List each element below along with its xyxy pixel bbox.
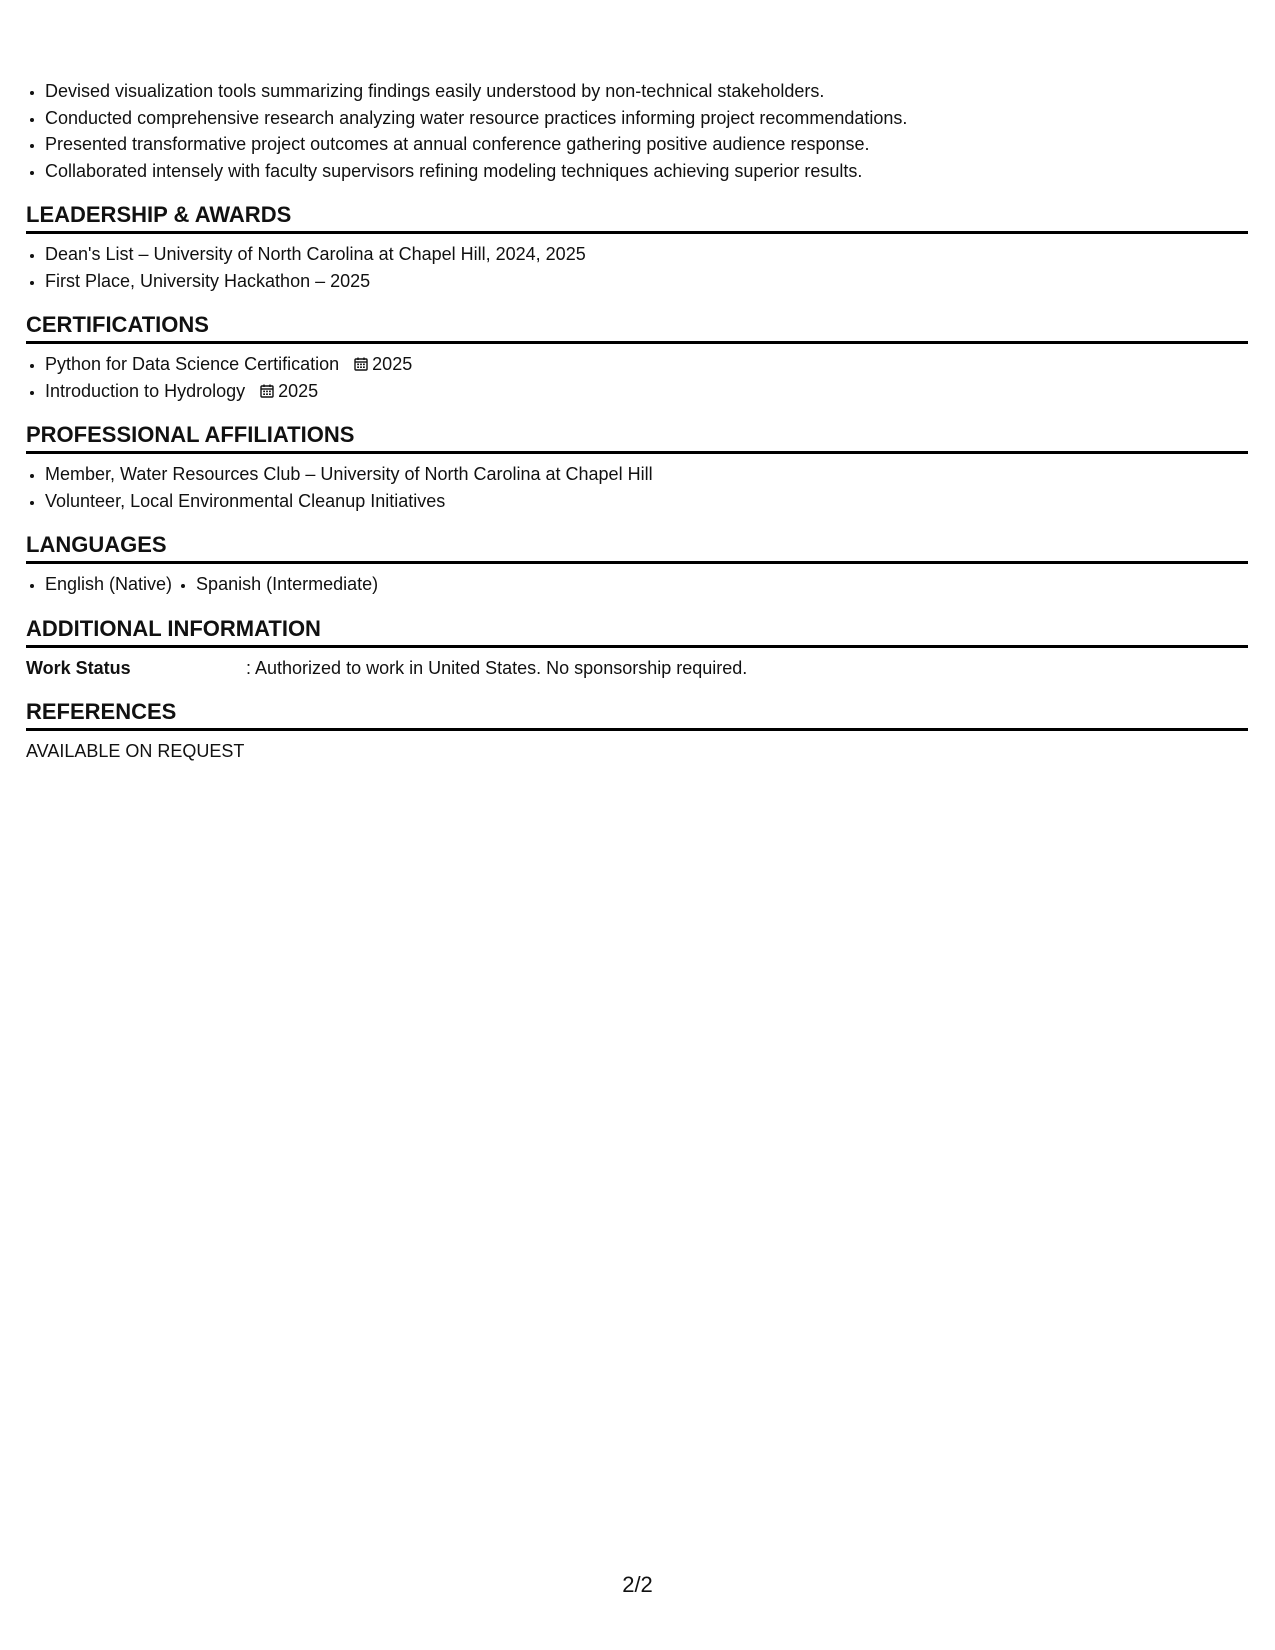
work-status-value: : Authorized to work in United States. No sponsorship required. <box>246 657 748 678</box>
certifications-list <box>26 351 1248 404</box>
work-status-label: Work Status <box>26 657 131 678</box>
certification-name: Introduction to Hydrology <box>45 380 246 401</box>
language-item: • English (Native) <box>45 571 172 598</box>
leadership-section <box>26 201 1248 294</box>
additional-body <box>26 648 1248 681</box>
certifications-title: CERTIFICATIONS <box>26 311 1248 344</box>
work-status-row <box>26 655 1248 681</box>
language-item: • Spanish (Intermediate) <box>196 571 378 598</box>
leadership-list <box>26 241 1248 294</box>
certifications-body <box>26 344 1248 404</box>
leadership-item: • First Place, University Hackathon – 2025 <box>45 268 1248 295</box>
additional-title: ADDITIONAL INFORMATION <box>26 615 1248 648</box>
references-text: AVAILABLE ON REQUEST <box>26 740 245 761</box>
references-body <box>26 731 1248 764</box>
experience-bullet: • Devised visualization tools summarizing findings easily understood by non-technical stakeholders. <box>45 78 1248 105</box>
calendar-icon <box>354 357 368 371</box>
affiliation-item: • Member, Water Resources Club – University of North Carolina at Chapel Hill <box>45 461 1248 488</box>
references-title: REFERENCES <box>26 698 1248 731</box>
experience-bullet: • Collaborated intensely with faculty supervisors refining modeling techniques achieving superior results. <box>45 158 1248 185</box>
additional-section <box>26 615 1248 681</box>
affiliations-section <box>26 421 1248 514</box>
affiliations-list <box>26 461 1248 514</box>
affiliation-item: • Volunteer, Local Environmental Cleanup Initiatives <box>45 488 1248 515</box>
certification-item <box>45 378 1248 405</box>
references-section <box>26 698 1248 764</box>
leadership-title: LEADERSHIP & AWARDS <box>26 201 1248 234</box>
experience-bullet: • Presented transformative project outcomes at annual conference gathering positive audience response. <box>45 131 1248 158</box>
certification-year: 2025 <box>372 354 413 374</box>
experience-bullet: • Conducted comprehensive research analyzing water resource practices informing project recommendations. <box>45 105 1248 132</box>
leadership-item: • Dean's List – University of North Carolina at Chapel Hill, 2024, 2025 <box>45 241 1248 268</box>
languages-body <box>26 564 1248 598</box>
certification-year: 2025 <box>278 380 319 401</box>
experience-bullets <box>26 78 1248 184</box>
languages-list <box>26 571 1248 598</box>
certification-name: Python for Data Science Certification <box>45 354 340 374</box>
calendar-icon <box>260 384 274 398</box>
affiliations-body <box>26 454 1248 514</box>
affiliations-title: PROFESSIONAL AFFILIATIONS <box>26 421 1248 454</box>
page-number: 2/2 <box>622 1572 653 1597</box>
resume-page <box>26 78 1248 764</box>
languages-title: LANGUAGES <box>26 531 1248 564</box>
languages-section <box>26 531 1248 598</box>
certifications-section <box>26 311 1248 404</box>
leadership-body <box>26 234 1248 294</box>
certification-item <box>45 351 1248 378</box>
